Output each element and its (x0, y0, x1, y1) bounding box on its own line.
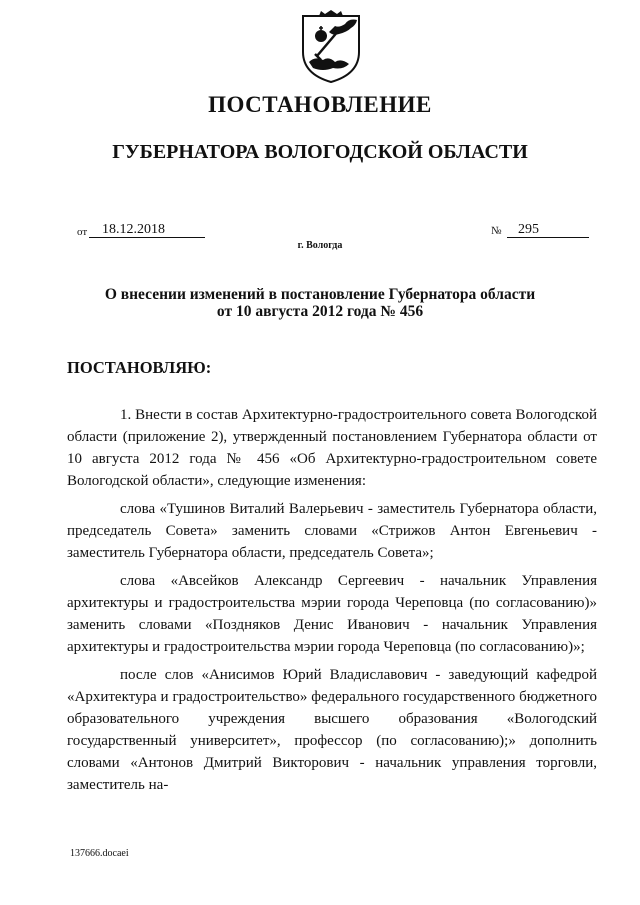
document-heading (60, 286, 580, 320)
city-label: г. Вологда (297, 240, 343, 251)
body-paragraph: слова «Авсейков Александр Сергеевич - начальник Управления архитектуры и градостроительства мэрии города Череповца (по согласованию)» заменить словами «Поздняков Денис Иванович - начальник Управления архитектуры и градостроительства мэрии города Череповца (по согласованию)»; (67, 573, 597, 655)
document-date: 18.12.2018 (89, 222, 205, 238)
heading-line: от 10 августа 2012 года № 456 (216, 303, 424, 320)
document-title: ПОСТАНОВЛЕНИЕ (208, 92, 432, 117)
coat-of-arms-icon (299, 10, 363, 85)
document-body (67, 404, 597, 802)
date-prefix: от (77, 226, 88, 238)
footer-filename: 137666.docaei (70, 848, 129, 859)
document-number: 295 (507, 222, 589, 238)
number-prefix: № (491, 225, 502, 237)
body-paragraph: 1. Внести в состав Архитектурно-градостроительного совета Вологодской области (приложение 2), утвержденный постановлением Губернатора области от 10 августа 2012 года № 456 «Об Архитектурно-градостроительном совете Вологодской области», следующие изменения: (67, 407, 597, 489)
heading-line: О внесении изменений в постановление Губернатора области (104, 286, 536, 303)
decree-word: ПОСТАНОВЛЯЮ: (67, 358, 212, 377)
body-paragraph: слова «Тушинов Виталий Валерьевич - заместитель Губернатора области, председатель Совета» заменить словами «Стрижов Антон Евгеньевич - заместитель Губернатора области, председатель Совета»; (67, 501, 597, 561)
issuer-title: ГУБЕРНАТОРА ВОЛОГОДСКОЙ ОБЛАСТИ (112, 141, 528, 163)
body-paragraph: после слов «Анисимов Юрий Владиславович - заведующий кафедрой «Архитектура и градостроительство» федерального государственного бюджетного образовательного учреждения высшего образования «Вологодский государственный университет», профессор (по согласованию);» дополнить словами «Антонов Дмитрий Викторович - начальник управления торговли, заместитель на- (67, 667, 597, 793)
